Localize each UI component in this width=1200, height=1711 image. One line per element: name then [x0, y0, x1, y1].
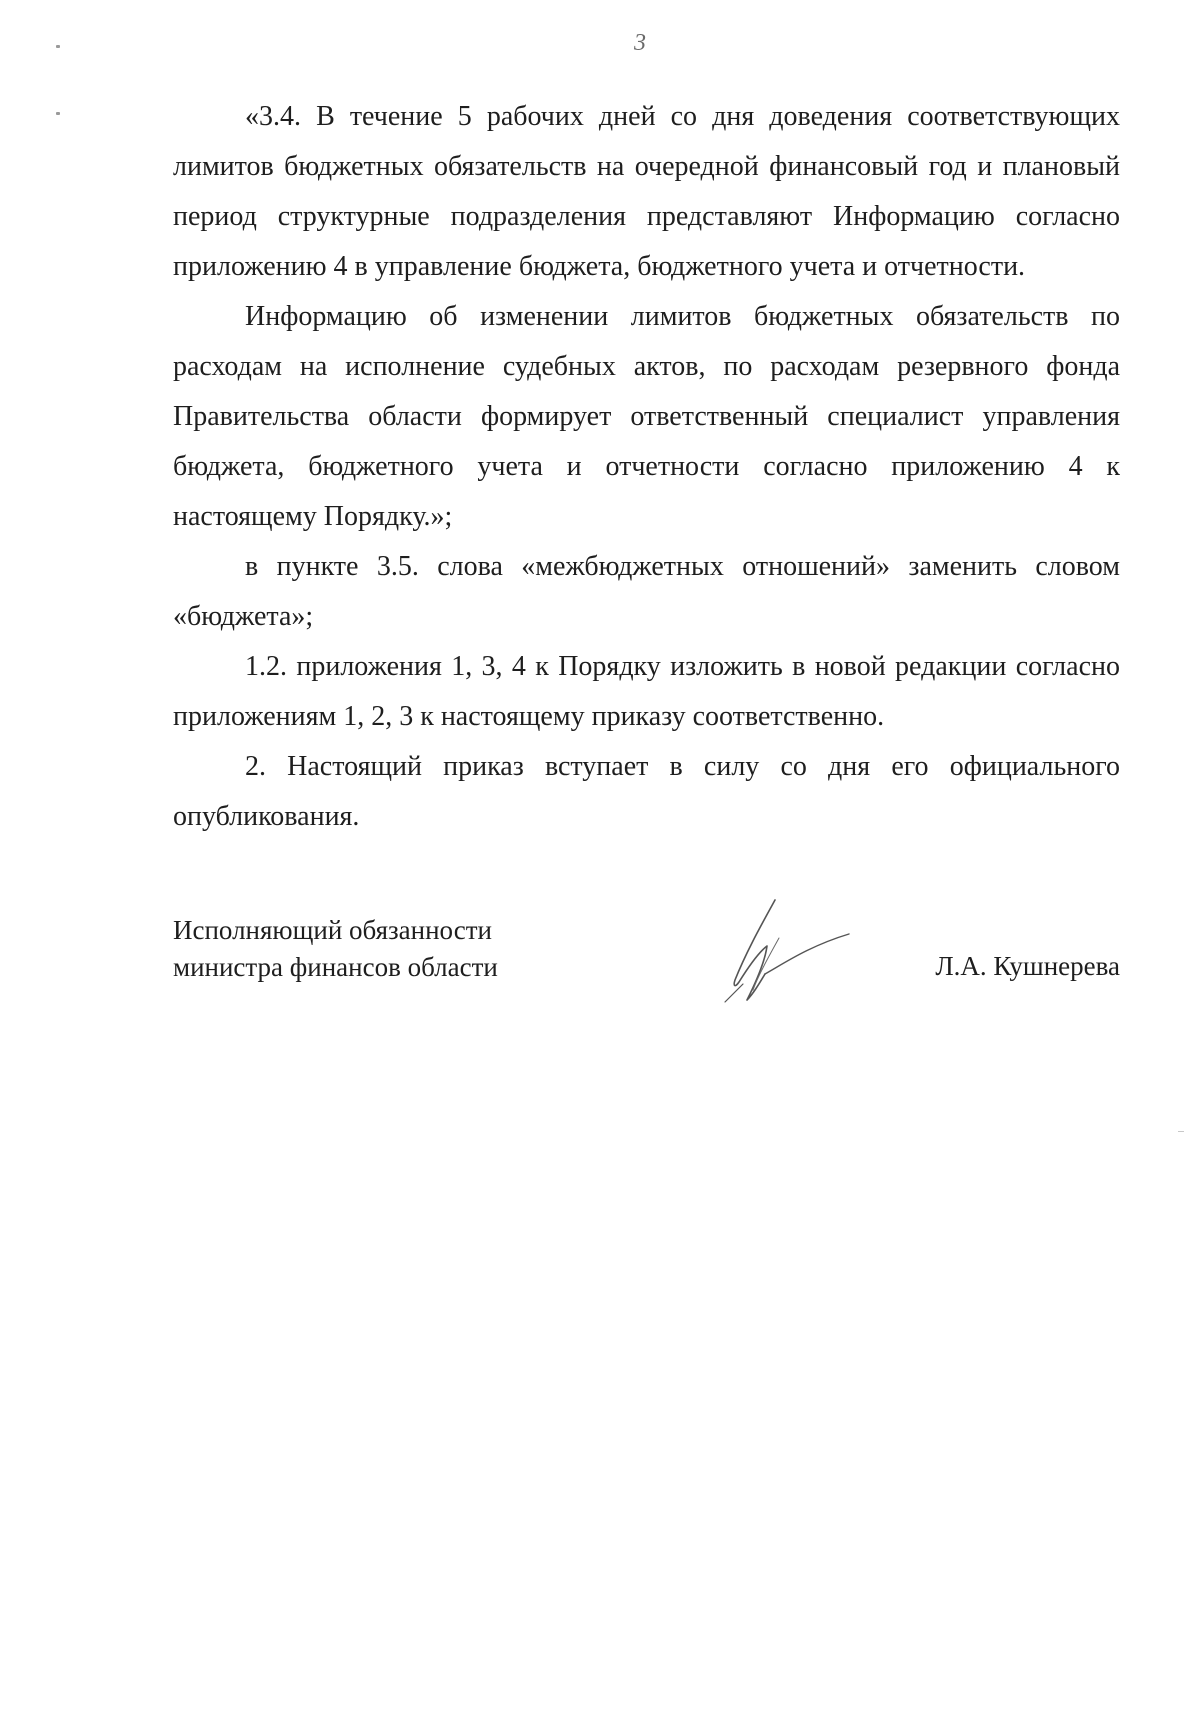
- signatory-title-line-2: министра финансов области: [173, 952, 498, 982]
- signature-block: [173, 912, 1120, 1022]
- margin-mark: [56, 45, 60, 48]
- paragraph-3-4: «3.4. В течение 5 рабочих дней со дня доведения соответствующих лимитов бюджетных обязательств на очередной финансовый год и плановый период структурные подразделения представляют Информацию согласно приложению 4 в управление бюджета, бюджетного учета и отчетности.: [173, 101, 1120, 282]
- handwritten-signature: [713, 894, 853, 1009]
- signatory-title-line-1: Исполняющий обязанности: [173, 915, 492, 945]
- paragraph-1-2: 1.2. приложения 1, 3, 4 к Порядку изложить в новой редакции согласно приложениям 1, 2, 3 к настоящему приказу соответственно.: [173, 651, 1120, 732]
- paragraph-2-effective: 2. Настоящий приказ вступает в силу со дня его официального опубликования.: [173, 751, 1120, 832]
- signatory-name: Л.А. Кушнерева: [935, 951, 1120, 981]
- paragraph-limits-info: Информацию об изменении лимитов бюджетных обязательств по расходам на исполнение судебных актов, по расходам резервного фонда Правительства области формирует ответственный специалист управления бюджета, бюджетного учета и отчетности согласно приложению 4 к настоящему Порядку.»;: [173, 301, 1120, 532]
- scan-speck: [1178, 1131, 1184, 1132]
- paragraph-3-5-amendment: в пункте 3.5. слова «межбюджетных отношений» заменить словом «бюджета»;: [173, 551, 1120, 632]
- document-body: [173, 92, 1120, 842]
- signatory-title: [173, 912, 498, 986]
- margin-mark: [56, 112, 60, 115]
- page-number: 3: [634, 30, 646, 56]
